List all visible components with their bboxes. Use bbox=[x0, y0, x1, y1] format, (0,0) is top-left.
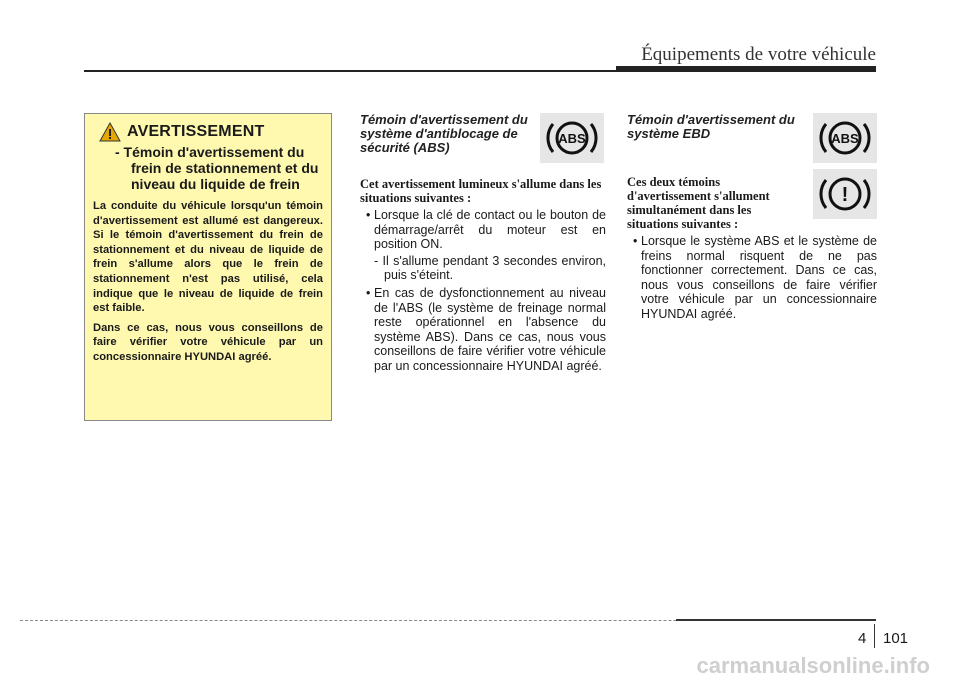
ebd-abs-icon-label: ABS bbox=[831, 131, 859, 146]
ebd-section-title: Témoin d'avertissement du système EBD bbox=[627, 112, 795, 141]
ebd-section bbox=[627, 113, 877, 322]
abs-icon-label: ABS bbox=[558, 131, 586, 146]
watermark: carmanualsonline.info bbox=[696, 653, 930, 678]
warning-header bbox=[93, 122, 323, 142]
ebd-abs-warning-light bbox=[813, 113, 877, 163]
abs-section-title: Témoin d'avertissement du système d'antiblocage de sécurité (ABS) bbox=[360, 112, 528, 155]
abs-bullet-1: • Lorsque la clé de contact ou le bouton de démarrage/arrêt du moteur est en position ON. bbox=[360, 208, 606, 252]
warning-triangle-icon bbox=[99, 122, 121, 142]
header-rule-accent bbox=[616, 66, 876, 72]
page-header-title: Équipements de votre véhicule bbox=[641, 44, 876, 65]
warning-box bbox=[84, 113, 332, 421]
abs-icon bbox=[544, 116, 600, 160]
page-number: 101 bbox=[883, 630, 909, 647]
ebd-intro: Ces deux témoins d'avertissement s'allument simultanément dans les situations suivantes : bbox=[627, 175, 770, 231]
abs-sub-item-1: - Il s'allume pendant 3 secondes environ, puis s'éteint. bbox=[374, 253, 606, 283]
warning-paragraph-1: La conduite du véhicule lorsqu'un témoin d'avertissement est allumé est dangereux. Si le témoin d'avertissement du frein de stationnement et du niveau de liquide de frein s'allume alors que le frein de stationnement n'est pas utilisé, cela indique que le niveau de liquide de frein est faible. bbox=[93, 200, 323, 315]
chapter-number: 4 bbox=[858, 630, 867, 647]
ebd-bullet-1: • Lorsque le système ABS et le système de freins normal risquent de ne pas fonctionner correctement. Dans ce cas, nous vous conseillons de faire vérifier votre véhicule par un concessionnaire HYUNDAI agréé. bbox=[627, 234, 877, 322]
abs-section bbox=[360, 113, 606, 374]
warning-paragraph-2: Dans ce cas, nous vous conseillons de faire vérifier votre véhicule par un concessionnaire HYUNDAI agréé. bbox=[93, 321, 323, 363]
brake-exclamation-icon bbox=[817, 172, 873, 216]
abs-bullet-2: • En cas de dysfonctionnement au niveau de l'ABS (le système de freinage normal reste opérationnel en l'absence du système ABS). Dans ce cas, nous vous conseillons de faire vérifier votre véhicule par un concessionnaire HYUNDAI agréé. bbox=[360, 286, 606, 374]
ebd-brake-warning-light bbox=[813, 169, 877, 219]
warning-title: AVERTISSEMENT bbox=[127, 123, 265, 140]
abs-warning-light bbox=[540, 113, 604, 163]
ebd-brake-icon-label: ! bbox=[841, 184, 849, 206]
warning-subtitle: - Témoin d'avertissement du frein de stationnement et du niveau du liquide de frein bbox=[115, 144, 319, 192]
abs-intro: Cet avertissement lumineux s'allume dans les situations suivantes : bbox=[360, 177, 602, 205]
page-number-divider bbox=[874, 624, 875, 648]
footer-rule-accent bbox=[676, 619, 876, 621]
abs-icon bbox=[817, 116, 873, 160]
